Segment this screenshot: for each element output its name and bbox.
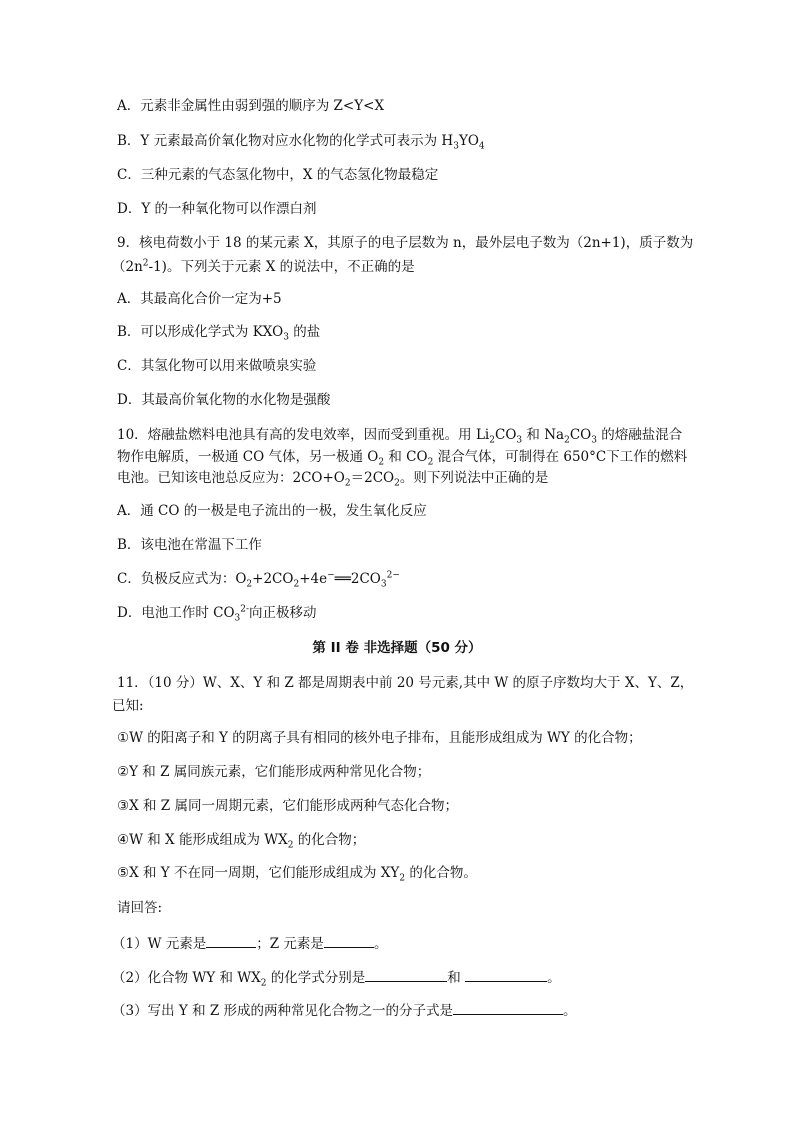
q11-condition-5: ⑤X 和 Y 不在同一周期，它们能形成组成为 $XY_2$ 的化合物。 (117, 865, 477, 884)
section-title: 第 II 卷 非选择题（50 分） (312, 640, 482, 656)
q9-option-c: C．其氢化物可以用来做喷泉实验 (117, 358, 317, 374)
q11-condition-1: ①W 的阳离子和 Y 的阴离子具有相同的核外电子排布，且能形成组成为 WY 的化合物； (117, 730, 642, 746)
answer-blank-wx2[interactable] (465, 967, 547, 982)
q8-option-c: C．三种元素的气态氢化物中，X 的气态氢化物最稳定 (117, 167, 439, 183)
q9-option-d: D．其最高价氧化物的水化物是强酸 (117, 392, 331, 408)
q10-option-b: B．该电池在常温下工作 (117, 537, 262, 553)
q11-condition-3: ③X 和 Z 属同一周期元素，它们能形成两种气态化合物； (117, 798, 458, 814)
answer-blank-w[interactable] (206, 933, 256, 948)
q8-option-a: A．元素非金属性由弱到强的顺序为 Z<Y<X (117, 98, 385, 114)
q11-part-1: （1）W 元素是 ；Z 元素是 。 (112, 933, 387, 953)
answer-blank-wy[interactable] (365, 967, 447, 982)
q11-stem-line1: 11．（10 分）W、X、Y 和 Z 都是周期表中前 20 号元素,其中 W 的原子序数均大于 X、Y、Z， (117, 675, 694, 691)
q11-condition-2: ②Y 和 Z 属同族元素，它们能形成两种常见化合物； (117, 764, 431, 780)
q10-option-a: A．通 CO 的一极是电子流出的一极，发生氧化反应 (117, 503, 427, 519)
q9-stem-line1: 9．核电荷数小于 18 的某元素 X，其原子的电子层数为 n，最外层电子数为（2n+1)，质子数为 (117, 235, 694, 251)
q10-option-c: C．负极反应式为：$O_2+2CO_2+4e^-══2CO_3^{2-}$ (117, 570, 400, 590)
q10-stem-line2: 物作电解质，一极通 CO 气体，另一极通 $O_2$ 和 $CO_2$ 混合气体，可制得在 650°C下工作的燃料 (117, 449, 688, 468)
q9-stem-line2: $(2n^2-1)$。下列关于元素 X 的说法中，不正确的是 (112, 258, 415, 275)
answer-blank-formula[interactable] (453, 1000, 563, 1015)
q11-part-3: （3）写出 Y 和 Z 形成的两种常见化合物之一的分子式是 。 (112, 1000, 577, 1020)
q11-ask: 请回答: (117, 900, 163, 916)
q8-option-d: D．Y 的一种氧化物可以作漂白剂 (117, 201, 317, 217)
q11-condition-4: ④W 和 X 能形成组成为 $WX_2$ 的化合物； (117, 832, 366, 851)
q10-stem-line3: 电池。已知该电池总反应为：$2CO+O_2=2CO_2$。则下列说法中正确的是 (117, 470, 549, 489)
q9-option-b: B．可以形成化学式为 $KXO_3$ 的盐 (117, 324, 321, 343)
answer-blank-z[interactable] (324, 933, 374, 948)
q9-option-a: A．其最高化合价一定为+5 (117, 291, 282, 307)
q10-stem-line1: 10．熔融盐燃料电池具有高的发电效率，因而受到重视。用 $Li_2CO_3$ 和 $Na_2CO_3$ 的熔融盐混合 (117, 427, 683, 446)
q11-part-2: （2）化合物 WY 和 $WX_2$ 的化学式分别是 和 。 (112, 967, 561, 987)
q10-option-d: D．电池工作时 $CO_3^{2-}$向正极移动 (117, 604, 317, 624)
q8-option-b: B．Y 元素最高价氧化物对应水化物的化学式可表示为 $H_3YO_4$ (117, 133, 485, 152)
q11-stem-line2: 已知: (112, 698, 144, 714)
